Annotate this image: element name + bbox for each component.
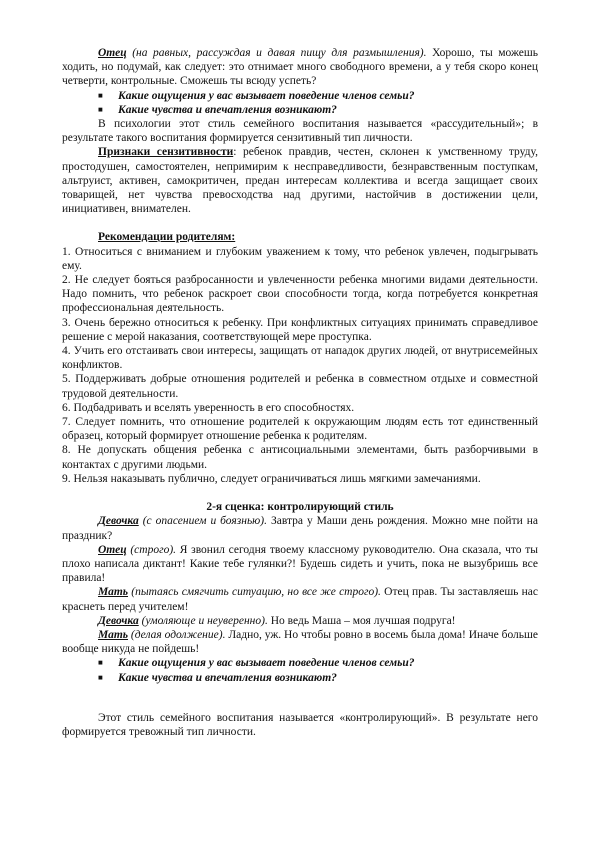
signs-text: : ребенок правдив, честен, склонен к умственному труду, простодушен, самостоятелен, непримирим к несправедливости, безнравственным поступкам, альтруист, активен, самокритичен, предан интересам коллектива и всегда защищает своих товарищей, нет чувства превосходства над другими, настойчив в достижении цели, инициативен, внимателен. <box>62 146 538 216</box>
document-page <box>62 46 538 739</box>
list-item: ■ Какие чувства и впечатления возникают? <box>98 103 337 116</box>
bullet-icon: ■ <box>98 672 103 682</box>
recommendation-item: 8. Не допускать общения ребенка с антисоциальными элементами, быть разборчивыми в контактах с другими людьми. <box>62 444 538 471</box>
recommendation-item: 9. Нельзя наказывать публично, следует ограничиваться лишь мягкими замечаниями. <box>62 472 481 485</box>
father-line <box>62 46 538 89</box>
stage-note: (на равных, рассуждая и давая пищу для размышления). <box>132 47 427 59</box>
recommendations-title: Рекомендации родителям: <box>98 231 236 244</box>
conclusion-paragraph: Этот стиль семейного воспитания называется «контролирующий». В результате него формируется тревожный тип личности. <box>62 711 538 738</box>
list-item: ■ Какие ощущения у вас вызывает поведение членов семьи? <box>98 657 415 670</box>
recommendations-list <box>62 245 538 486</box>
question-list-2 <box>62 656 538 684</box>
dialogue-line: Мать (делая одолжение). Ладно, уж. Но чтобы ровно в восемь была дома! Иначе больше вообще никуда не пойдешь! <box>62 628 538 656</box>
bullet-icon: ■ <box>98 658 103 668</box>
list-item: ■ Какие чувства и впечатления возникают? <box>98 671 337 684</box>
list-item: ■ Какие ощущения у вас вызывает поведение членов семьи? <box>98 89 415 102</box>
dialogue-line: Мать (пытаясь смягчить ситуацию, но все же строго). Отец прав. Ты заставляешь нас краснеть перед учителем! <box>62 586 538 613</box>
recommendation-item: 1. Относиться с вниманием и глубоким уважением к тому, что ребенок увлечен, подыгрывать ему. <box>62 245 538 272</box>
question-list-1 <box>62 89 538 117</box>
recommendation-item: 4. Учить его отстаивать свои интересы, защищать от нападок других людей, от внутрисемейных конфликтов. <box>62 345 538 372</box>
scene-title: 2-я сценка: контролирующий стиль <box>206 501 394 514</box>
recommendation-item: 7. Следует помнить, что отношение родителей к окружающим людям есть тот единственный образец, который формирует отношение ребенка к родителям. <box>62 416 538 443</box>
signs-label: Признаки сензитивности <box>98 146 234 159</box>
style-paragraph: В психологии этот стиль семейного воспитания называется «рассудительный»; в результате такого воспитания формируется сензитивный тип личности. <box>62 118 538 145</box>
recommendation-item: 2. Не следует бояться разбросанности и увлеченности ребенка многими видами деятельности. Надо помнить, что ребенок раскроет свои способности тогда, когда потребуется конкретная профессиональная деятельность. <box>62 274 538 315</box>
recommendation-item: 5. Поддерживать добрые отношения родителей и ребенка в совместном отдыхе и совместной трудовой деятельности. <box>62 373 538 400</box>
dialogue-line: Девочка (с опасением и боязнью). Завтра у Маши день рождения. Можно мне пойти на праздник? <box>62 515 538 542</box>
dialogue-line: Девочка (умоляюще и неуверенно). Но ведь Маша – моя лучшая подруга! <box>98 614 456 627</box>
recommendation-item: 6. Подбадривать и вселять уверенность в его способностях. <box>62 401 355 414</box>
bullet-icon: ■ <box>98 104 103 114</box>
role-father: Отец <box>98 47 127 59</box>
signs-paragraph <box>62 145 538 216</box>
bullet-icon: ■ <box>98 90 103 100</box>
recommendation-item: 3. Очень бережно относиться к ребенку. При конфликтных ситуациях принимать справедливое решение с мерой наказания, соответствующей мере проступка. <box>62 316 538 343</box>
speech-text: Хорошо, ты можешь ходить, но подумай, как следует: это отнимает много свободного времени, а у тебя скоро конец четверти, контрольные. Сможешь ты всюду успеть? <box>62 47 538 88</box>
dialogue-line: Отец (строго). Я звонил сегодня твоему классному руководителю. Она сказала, что ты плохо написала диктант! Какие тебе гулянки?! Будешь сидеть и учить, пока не вызубришь все правила! <box>62 543 538 585</box>
